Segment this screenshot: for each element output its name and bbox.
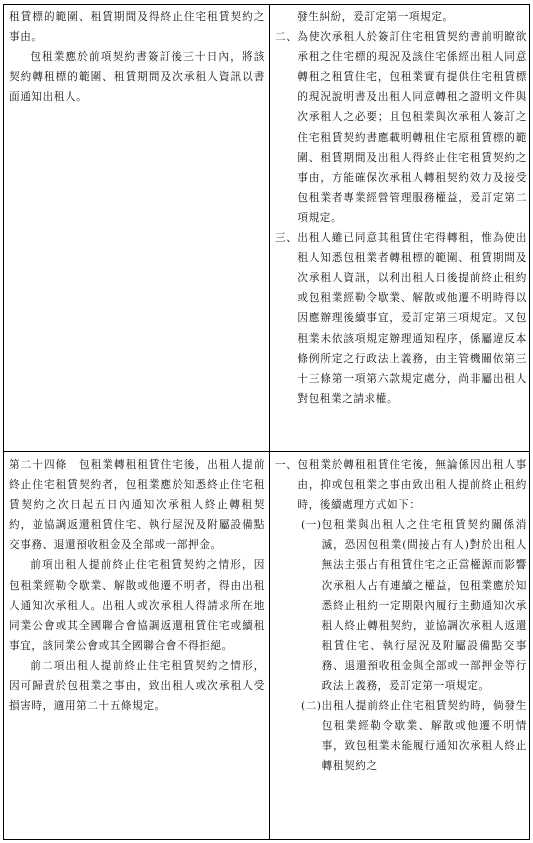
item-number: 三、 bbox=[275, 232, 298, 245]
article-paragraph: 前項出租人提前終止住宅租賃契約之情形，因包租業經勒令歇業、解散或他遷不明者，得由出租人通知次承租人。出租人或次承租人得請求所在地同業公會或其全國聯合會協調返還租賃住宅或續租事宜，該同業公會或其全國聯合會不得拒絕。 bbox=[9, 559, 265, 652]
comparison-table bbox=[3, 4, 530, 840]
subitem-number: (二) bbox=[301, 700, 322, 713]
article-paragraph: 前二項出租人提前終止住宅租賃契約之情形，因可歸責於包租業之事由，致出租人或次承租人受損害時，適用第二十五條規定。 bbox=[9, 659, 265, 713]
item-number: 一、 bbox=[275, 459, 298, 471]
item-text: 出租人雖已同意其租賃住宅得轉租，惟為使出租人知悉包租業者轉租標的範圍、租賃期間及次承租人資訊，以利出租人日後提前終止租約或包租業經勒令歇業、解散或他遷不明時得以因應辦理後續事宜，爰訂定第三項規定。又包租業未依該項規定辦理通知程序，係屬違反本條例所定之行政法上義務，由主管機關依第三十三條第一項第六款規定處分，尚非屬出租人對包租業之請求權。 bbox=[297, 232, 527, 405]
article-paragraph: 包租業應於前項契約書簽訂後三十日內，將該契約轉租標的範圍、租賃期間及次承租人資訊以書面通知出租人。 bbox=[9, 51, 265, 104]
column-divider bbox=[269, 5, 270, 839]
explanation-subitem bbox=[275, 515, 527, 696]
row-divider bbox=[4, 451, 529, 452]
item-text: 為使次承租人於簽訂住宅租賃契約書前明瞭欲承租之住宅標的現況及該住宅係經出租人同意轉租之租賃住宅，包租業實有提供住宅租賃標的現況說明書及出租人同意轉租之證明文件與次承租人之必要；且包租業與次承租人簽訂之住宅租賃契約書應載明轉租住宅原租賃標的範圍、租賃期間及出租人得終止住宅租賃契約之事由，方能確保次承租人轉租契約效力及接受包租業者專業經營管理服務權益，爰訂定第二項規定。 bbox=[297, 31, 527, 224]
article-text-continuation: 租賃標的範圍、租賃期間及得終止住宅租賃契約之事由。 bbox=[9, 11, 265, 44]
top-left-cell bbox=[9, 7, 265, 449]
top-right-cell bbox=[275, 7, 527, 449]
subitem-number: (一) bbox=[301, 519, 322, 532]
explanation-subitem bbox=[275, 696, 527, 776]
subitem-text: 包租業與出租人之住宅租賃契約關係消滅，恐因包租業(間接占有人)對於出租人無法主張占有租賃住宅之正當權源而影響次承租人占有連續之權益，包租業應於知悉終止租約一定期限內履行主動通知次承租人終止轉租契約，並協調次承租人返還租賃住宅、執行屋況及附屬設備點交事務、退還預收租金與全部或一部押金等行政法上義務，爰訂定第一項規定。 bbox=[321, 519, 527, 693]
explanation-item bbox=[275, 228, 527, 409]
bottom-right-cell bbox=[275, 455, 527, 839]
article-label: 第二十四條 bbox=[9, 459, 68, 471]
explanation-continuation: 發生糾紛，爰訂定第一項規定。 bbox=[297, 11, 454, 23]
bottom-left-cell bbox=[9, 455, 265, 839]
item-text: 包租業於轉租租賃住宅後，無論係因出租人事由，抑或包租業之事由致出租人提前終止租約時，後續處理方式如下： bbox=[297, 459, 527, 512]
subitem-text: 出租人提前終止住宅租賃契約時，倘發生包租業經勒令歇業、解散或他遷不明情事，致包租業未能履行通知次承租人終止轉租契約之 bbox=[321, 700, 527, 773]
item-number: 二、 bbox=[275, 31, 298, 44]
article-text: 包租業轉租租賃住宅後，出租人提前終止住宅租賃契約者，包租業應於知悉終止住宅租賃契約之次日起五日內通知次承租人終止轉租契約，並協調返還租賃住宅、執行屋況及附屬設備點交事務、退還預收租金及全部或一部押金。 bbox=[9, 459, 265, 552]
article-paragraph bbox=[9, 455, 265, 555]
explanation-item bbox=[275, 455, 527, 515]
explanation-item bbox=[275, 27, 527, 228]
